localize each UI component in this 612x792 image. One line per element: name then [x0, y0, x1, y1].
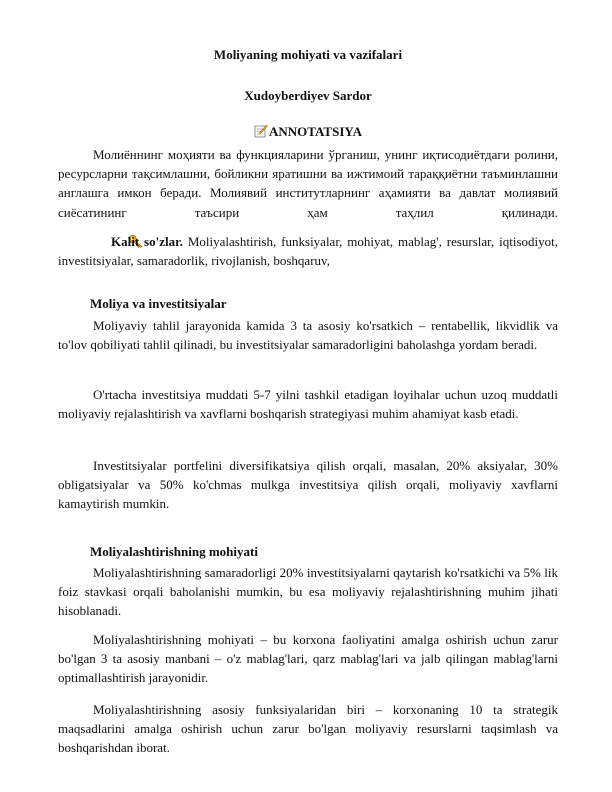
annotation-text: Молиённинг моҳияти ва функцияларини ўрганиш, унинг иқтисодиётдаги ролини, ресурсларни тақсимлашни, бойликни яратишни ва ижтимоий тараққиётни таъминлашни англашга имкон беради. Молиявий институтларнинг аҳамияти ва давлат молиявий сиёсатининг таъсири ҳам таҳлил қилинади. [58, 147, 558, 220]
section-paragraph: Moliyalashtirishning samaradorligi 20% investitsiyalarni qaytarish ko'rsatkichi va 5% lik foiz stavkasi orqali baholanishi mumkin, bu esa moliyaviy rejalashtirishning muhim jihati hisoblanadi. [58, 565, 558, 619]
section-paragraph: O'rtacha investitsiya muddati 5-7 yilni tashkil etadigan loyihalar uchun uzoq muddatli moliyaviy rejalashtirish va xavflarni boshqarish strategiyasi muhim ahamiyat kasb etadi. [58, 387, 558, 422]
annotation-heading-row [58, 124, 558, 140]
keywords-paragraph [58, 232, 558, 270]
document-title: Moliyaning mohiyati va vazifalari [213, 47, 403, 62]
section-heading: Moliyalashtirishning mohiyati [90, 544, 258, 559]
section-paragraph: Investitsiyalar portfelini diversifikatsiya qilish orqali, masalan, 20% aksiyalar, 30% obligatsiyalar va 50% ko'chmas mulkga investitsiya qilish orqali, moliyaviy xavflarni kamaytirish mumkin. [58, 458, 558, 512]
author-name: Xudoyberdiyev Sardor [244, 88, 372, 103]
section-paragraph: Moliyaviy tahlil jarayonida kamida 3 ta asosiy ko'rsatkich – rentabellik, likvidlik va to'lov qobiliyati tahlil qilinadi, bu investitsiyalar samaradorligini baholashga yordam beradi. [58, 318, 558, 353]
key-icon [93, 234, 109, 248]
section-paragraph: Moliyalashtirishning asosiy funksiyalaridan biri – korxonaning 10 ta strategik maqsadlarini amalga oshirish uchun zarur bo'lgan moliyaviy resurslarni taqsimlash va boshqarishdan iborat. [58, 702, 558, 756]
keywords-text: Moliyalashtirish, funksiyalar, mohiyat, mablag', resurslar, iqtisodiyot, investitsiyalar, samaradorlik, rivojlanish, boshqaruv, [58, 234, 558, 269]
section-heading: Moliya va investitsiyalar [90, 296, 227, 311]
annotation-heading: ANNOTATSIYA [269, 124, 362, 139]
section-paragraph: Moliyalashtirishning mohiyati – bu korxona faoliyatini amalga oshirish uchun zarur bo'lgan 3 ta asosiy manbani – o'z mablag'lari, qarz mablag'lari va jalb qilingan mablag'larni optimallashtirish jarayonidir. [58, 632, 558, 686]
keywords-label: Kalit so'zlar. [111, 234, 183, 249]
memo-icon [254, 124, 268, 138]
